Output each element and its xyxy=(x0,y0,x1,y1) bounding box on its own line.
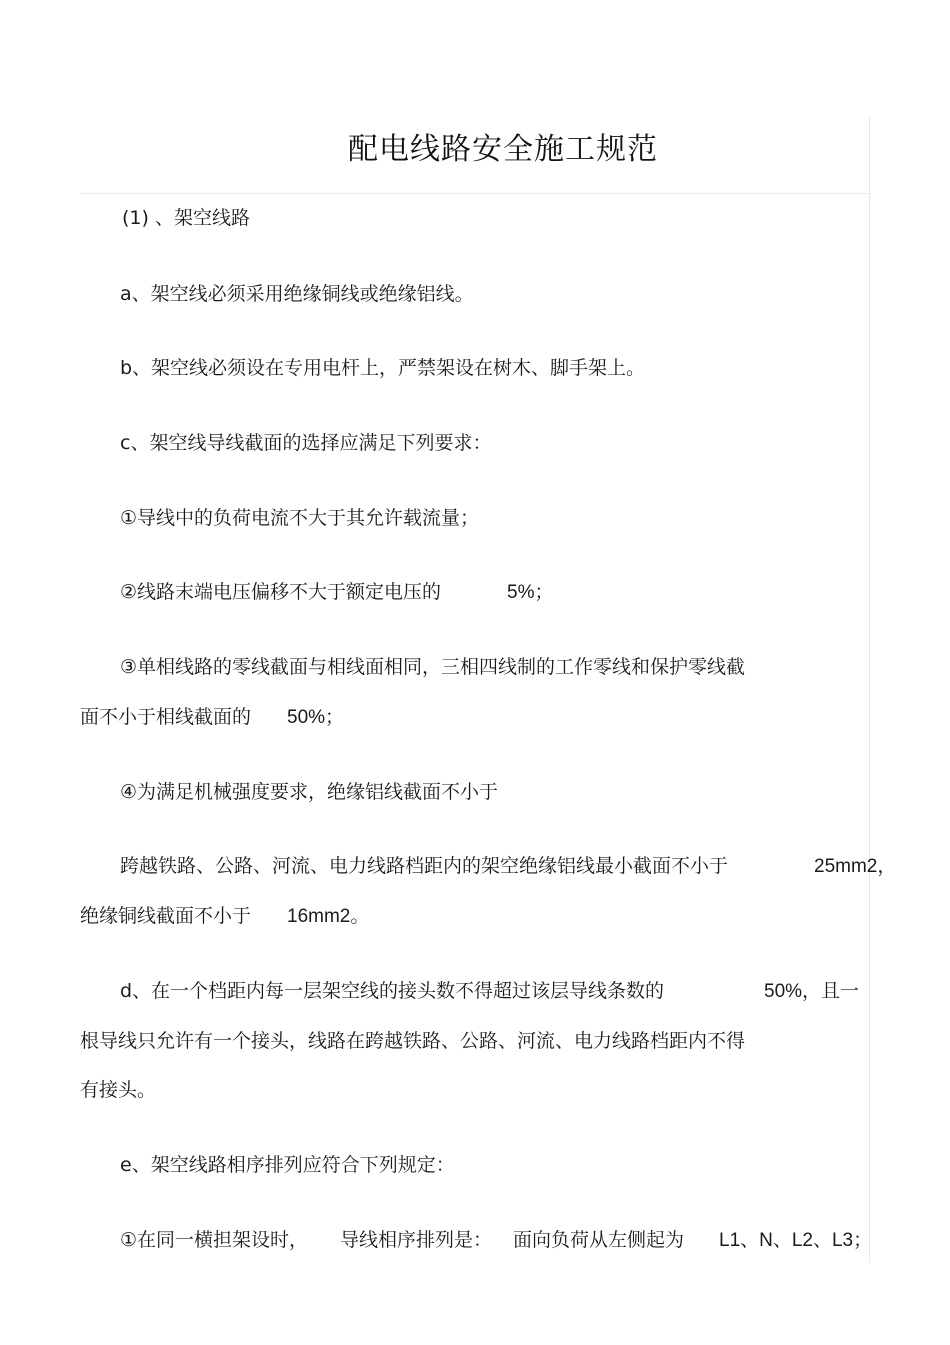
item-e1-part3: 面向负荷从左侧起为 xyxy=(513,1229,685,1251)
item-c5-line2-value: 16mm2。 xyxy=(287,906,370,927)
paragraph-b: b、架空线必须设在专用电杆上，严禁架设在树木、脚手架上。 xyxy=(120,357,646,379)
section-heading-overhead-lines: (1) 、架空线路 xyxy=(122,207,250,229)
item-c2-text: ②线路末端电压偏移不大于额定电压的 xyxy=(120,581,442,603)
paragraph-a: a、架空线必须采用绝缘铜线或绝缘铝线。 xyxy=(120,283,474,305)
item-c3-line2-text: 面不小于相线截面的 xyxy=(80,706,252,728)
item-e1-part2: 导线相序排列是： xyxy=(340,1229,493,1251)
item-c1: ①导线中的负荷电流不大于其允许载流量； xyxy=(120,507,480,529)
item-c3-line1: ③单相线路的零线截面与相线面相同，三相四线制的工作零线和保护零线截 xyxy=(120,656,746,678)
item-e1-part1: ①在同一横担架设时， xyxy=(120,1229,309,1251)
right-margin-line xyxy=(869,117,870,1262)
item-c4: ④为满足机械强度要求，绝缘铝线截面不小于 xyxy=(120,781,499,803)
paragraph-d-line3: 有接头。 xyxy=(80,1079,157,1101)
item-c5-line1-value: 25mm2， xyxy=(814,856,897,877)
item-c5-line2-text: 绝缘铜线截面不小于 xyxy=(80,905,252,927)
page-title: 配电线路安全施工规范 xyxy=(348,132,658,167)
top-divider xyxy=(80,193,870,194)
item-c2-value: 5%； xyxy=(507,582,554,603)
item-e1-phase-order: L1、N、L2、L3； xyxy=(719,1230,873,1251)
paragraph-c: c、架空线导线截面的选择应满足下列要求： xyxy=(120,432,492,454)
item-c5-line1-text: 跨越铁路、公路、河流、电力线路档距内的架空绝缘铝线最小截面不小于 xyxy=(120,855,729,877)
paragraph-e: e、架空线路相序排列应符合下列规定： xyxy=(120,1154,455,1176)
paragraph-d-line2: 根导线只允许有一个接头，线路在跨越铁路、公路、河流、电力线路档距内不得 xyxy=(80,1030,746,1052)
paragraph-d-line1-text: d、在一个档距内每一层架空线的接头数不得超过该层导线条数的 xyxy=(120,980,665,1002)
paragraph-d-line1-tail: 50%，且一 xyxy=(764,981,860,1002)
item-c3-line2-value: 50%； xyxy=(287,707,345,728)
